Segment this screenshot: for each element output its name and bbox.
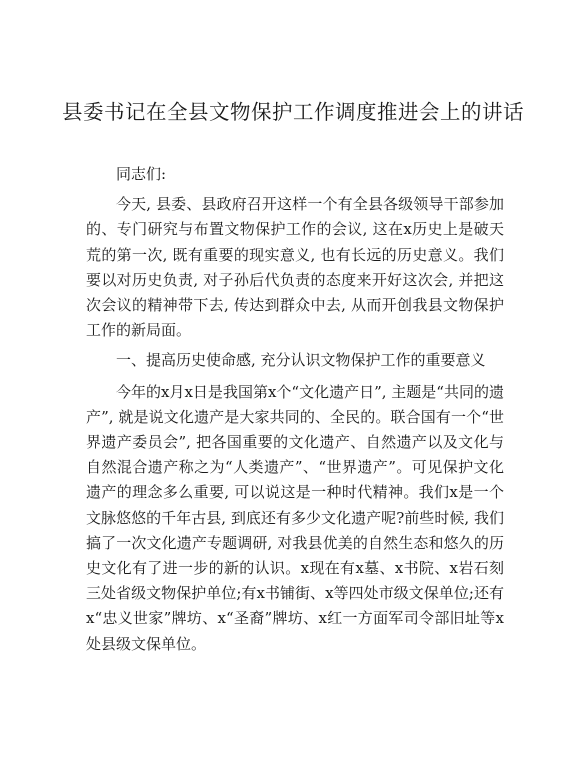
- document-title: 县委书记在全县文物保护工作调度推进会上的讲话: [62, 100, 524, 124]
- greeting: 同志们:: [116, 165, 167, 183]
- paragraph-heritage-day: 今年的x月x日是我国第x个“文化遗产日”, 主题是“共同的遗产”, 就是说文化遗产是大家共同的、全民的。联合国有一个“世界遗产委员会”, 把各国重要的文化遗产、自然遗产以及文化与自然混合遗产称之为“人类遗产”、“世界遗产”。可见保护文化遗产的理念多么重要, 可以说这是一种时代精神。我们x是一个文脉悠悠的千年古县, 到底还有多少文化遗产呢?前些时候, 我们搞了一次文化遗产专题调研, 对我县优美的自然生态和悠久的历史文化有了进一步的新的认识。x现在有x墓、x书院、x岩石刻三处省级文物保护单位;有x书铺街、x等四处市级文保单位;还有x“忠义世家”牌坊、x“圣裔”牌坊、x红一方面军司令部旧址等x处县级文保单位。: [86, 382, 504, 653]
- section-heading-1: 一、提高历史使命感, 充分认识文物保护工作的重要意义: [116, 351, 486, 370]
- paragraph-opening: 今天, 县委、县政府召开这样一个有全县各级领导干部参加的、专门研究与布置文物保护工作的会议, 这在x历史上是破天荒的第一次, 既有重要的现实意义, 也有长远的历史意义。我们要以对历史负责, 对子孙后代负责的态度来开好这次会, 并把这次会议的精神带下去, 传达到群众中去, 从而开创我县文物保护工作的新局面。: [86, 195, 504, 340]
- document-body: [86, 162, 504, 662]
